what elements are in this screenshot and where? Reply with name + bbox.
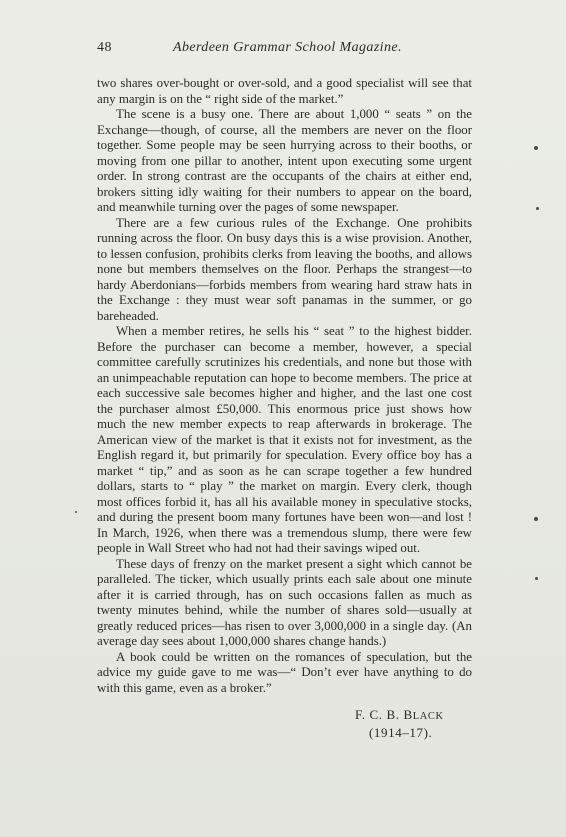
paragraph-closing-advice: A book could be written on the romances of speculation, but the advice my guide gave to me was—“ Don’t ever have anything to do with this game, even as a broker.”	[97, 649, 472, 695]
author-name	[355, 707, 444, 725]
running-title: Aberdeen Grammar School Magazine.	[173, 40, 402, 55]
author-surname-rest: LACK	[412, 711, 444, 722]
print-speck	[535, 577, 538, 580]
page-header	[97, 40, 472, 60]
paragraph-frenzy-days: These days of frenzy on the market present a sight which cannot be paralleled. The ticker, which usually prints each sale about one minute after it is carried through, has on such occasions fallen as much as twenty minutes behind, while the number of shares sold—usually at greatly reduced prices—has risen to over 3,000,000 in a single day. (An average day sees about 1,000,000 shares change hands.)	[97, 556, 472, 648]
print-speck	[534, 517, 538, 521]
article-body	[97, 76, 472, 696]
paragraph-seat-sale: When a member retires, he sells his “ seat ” to the highest bidder. Before the purchaser can become a member, however, a special committee carefully scrutinizes his credentials, and none but those with an unimpeachable reputation can hope to become members. The price at each successive sale becomes higher and higher, and the last one cost the purchaser almost £50,000. This enormous price just shows how much the new member expects to reap afterwards in brokerage. The American view of the market is that it exists not for investment, as the English regard it, but primarily for speculation. Every office boy has a market “ tip,” and as soon as he can scrape together a few hundred dollars, starts to “ play ” the market on margin. Every clerk, though most offices forbid it, has all his available money in speculative stocks, and during the present boom many fortunes have been won—and lost ! In March, 1926, when there was a tremendous slump, there were few people in Wall Street who had not had their savings wiped out.	[97, 324, 472, 555]
print-speck	[534, 146, 538, 150]
author-signature	[355, 707, 444, 741]
paragraph-busy-scene: The scene is a busy one. There are about 1,000 “ seats ” on the Exchange—though, of course, all the members are never on the floor together. Some people may be seen hurrying across to their booths, or moving from one pillar to another, intent upon executing some urgent order. In strong contrast are the occupants of the chairs at either end, brokers sitting idly waiting for their numbers to appear on the board, and meanwhile turning over the pages of some newspaper.	[97, 107, 472, 214]
author-years: (1914–17).	[369, 725, 433, 740]
author-surname-initial: B	[403, 707, 413, 722]
print-speck	[536, 207, 539, 210]
author-initials: F. C. B.	[355, 707, 400, 722]
page-number: 48	[97, 40, 112, 55]
paragraph-continuation: two shares over-bought or over-sold, and a good specialist will see that any margin is on the “ right side of the market.”	[97, 76, 472, 106]
paragraph-curious-rules: There are a few curious rules of the Exchange. One prohibits running across the floor. On busy days this is a wise provision. Another, to lessen confusion, prohibits clerks from leaving the booths, and allows none but members themselves on the floor. Perhaps the strangest—to hardy Aberdonians—forbids members from wearing hard straw hats in the Exchange : they must wear soft panamas in the summer, or go bareheaded.	[97, 215, 472, 323]
print-speck	[75, 511, 77, 513]
